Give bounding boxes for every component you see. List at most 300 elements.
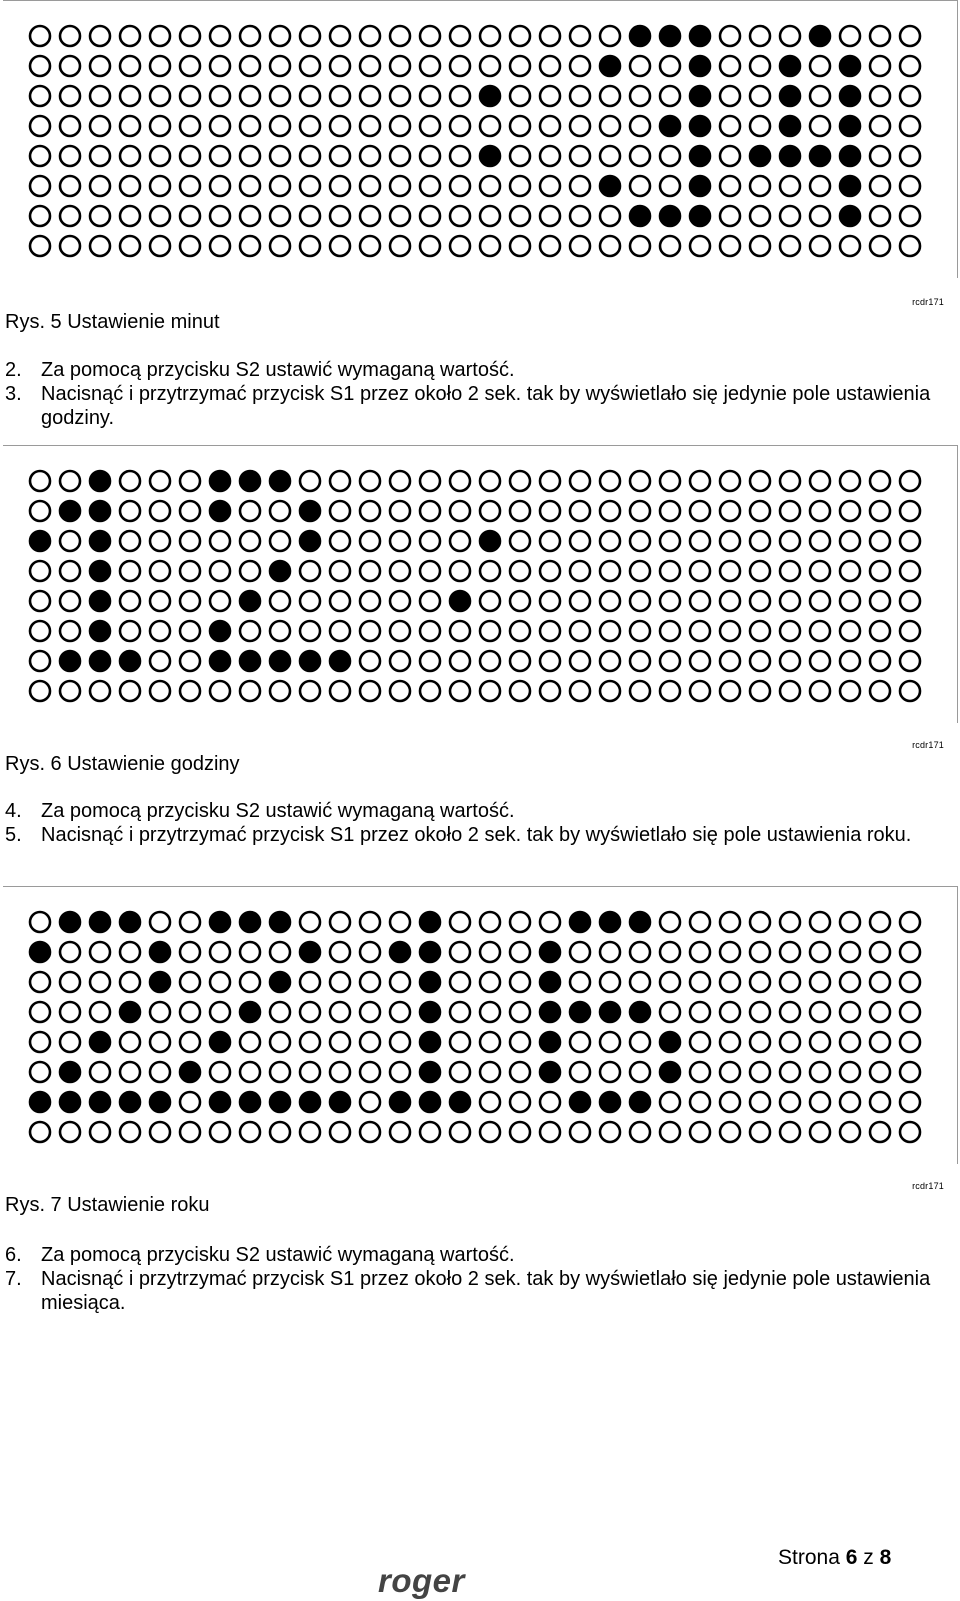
led-dot-off [540, 176, 560, 196]
step-number: 3. [5, 383, 22, 405]
led-dot-off [300, 1122, 320, 1142]
led-dot-off [210, 56, 230, 76]
page-total: 8 [879, 1546, 892, 1569]
led-dot-off [60, 146, 80, 166]
led-dot-off [30, 591, 50, 611]
led-dot-off [180, 1032, 200, 1052]
led-dot-on [60, 651, 80, 671]
led-dot-off [360, 531, 380, 551]
led-dot-on [270, 1092, 290, 1112]
led-dot-off [840, 681, 860, 701]
led-dot-off [360, 1092, 380, 1112]
led-dot-off [420, 86, 440, 106]
led-dot-off [750, 86, 770, 106]
led-dot-off [750, 1092, 770, 1112]
led-dot-off [210, 1122, 230, 1142]
led-dot-off [780, 26, 800, 46]
led-dot-off [300, 236, 320, 256]
led-dot-off [30, 146, 50, 166]
led-dot-on [840, 176, 860, 196]
led-dot-off [540, 26, 560, 46]
led-dot-off [390, 591, 410, 611]
led-dot-off [480, 942, 500, 962]
led-dot-off [330, 26, 350, 46]
led-dot-off [900, 531, 920, 551]
led-dot-off [180, 561, 200, 581]
led-dot-on [210, 651, 230, 671]
led-dot-off [840, 1002, 860, 1022]
led-dot-off [630, 56, 650, 76]
figure-6-matrix [3, 445, 958, 723]
led-dot-off [660, 86, 680, 106]
led-dot-off [390, 1002, 410, 1022]
led-dot-off [360, 942, 380, 962]
page-prefix: Strona [778, 1546, 840, 1569]
led-dot-off [570, 26, 590, 46]
step-number: 4. [5, 800, 22, 822]
led-dot-off [540, 206, 560, 226]
led-dot-on [690, 86, 710, 106]
led-dot-off [570, 531, 590, 551]
led-dot-off [600, 26, 620, 46]
led-dot-off [270, 942, 290, 962]
led-dot-off [210, 146, 230, 166]
led-dot-off [540, 501, 560, 521]
led-dot-on [600, 1092, 620, 1112]
led-dot-off [570, 116, 590, 136]
led-dot-off [900, 146, 920, 166]
led-dot-off [330, 942, 350, 962]
led-dot-on [780, 116, 800, 136]
led-dot-off [720, 912, 740, 932]
led-dot-on [120, 1092, 140, 1112]
led-dot-on [120, 1002, 140, 1022]
led-dot-off [780, 972, 800, 992]
led-dot-off [630, 471, 650, 491]
led-dot-off [660, 942, 680, 962]
led-dot-off [510, 591, 530, 611]
steps-list [0, 799, 940, 847]
led-dot-off [390, 531, 410, 551]
led-dot-off [720, 531, 740, 551]
led-dot-off [450, 531, 470, 551]
led-dot-on [690, 116, 710, 136]
led-dot-off [240, 26, 260, 46]
led-dot-off [510, 1092, 530, 1112]
led-dot-off [480, 1092, 500, 1112]
led-dot-off [630, 681, 650, 701]
led-dot-off [120, 116, 140, 136]
led-dot-on [150, 972, 170, 992]
led-dot-off [180, 116, 200, 136]
led-dot-off [570, 236, 590, 256]
led-dot-off [60, 621, 80, 641]
led-dot-off [540, 1122, 560, 1142]
led-dot-on [270, 912, 290, 932]
led-dot-off [240, 86, 260, 106]
led-dot-off [210, 206, 230, 226]
led-dot-on [60, 912, 80, 932]
led-dot-off [660, 1002, 680, 1022]
led-dot-off [60, 1002, 80, 1022]
led-dot-off [120, 26, 140, 46]
led-dot-off [840, 972, 860, 992]
led-dot-off [210, 1062, 230, 1082]
led-dot-off [390, 56, 410, 76]
led-dot-off [360, 116, 380, 136]
led-dot-off [240, 621, 260, 641]
led-dot-off [900, 501, 920, 521]
led-dot-off [90, 26, 110, 46]
step-text: Za pomocą przycisku S2 ustawić wymaganą wartość. [41, 800, 515, 822]
led-dot-on [600, 176, 620, 196]
led-dot-off [90, 1062, 110, 1082]
led-dot-on [690, 146, 710, 166]
led-dot-off [360, 56, 380, 76]
led-dot-off [180, 972, 200, 992]
led-dot-off [390, 146, 410, 166]
led-dot-on [660, 116, 680, 136]
led-dot-off [780, 621, 800, 641]
led-dot-off [870, 1002, 890, 1022]
led-dot-off [300, 561, 320, 581]
led-dot-off [780, 591, 800, 611]
led-dot-off [900, 86, 920, 106]
led-dot-off [870, 116, 890, 136]
led-dot-off [810, 1062, 830, 1082]
led-dot-off [780, 942, 800, 962]
led-dot-off [480, 1032, 500, 1052]
led-dot-off [30, 471, 50, 491]
led-dot-off [300, 972, 320, 992]
led-dot-on [90, 912, 110, 932]
led-dot-off [90, 86, 110, 106]
led-dot-off [240, 1032, 260, 1052]
led-dot-off [840, 26, 860, 46]
led-dot-off [210, 561, 230, 581]
led-dot-off [900, 1032, 920, 1052]
led-dot-off [780, 176, 800, 196]
led-dot-on [570, 1002, 590, 1022]
led-dot-off [570, 1122, 590, 1142]
led-dot-off [180, 681, 200, 701]
led-dot-off [630, 116, 650, 136]
led-dot-off [690, 561, 710, 581]
led-dot-on [450, 591, 470, 611]
steps-list [0, 1243, 940, 1315]
led-dot-off [510, 236, 530, 256]
led-dot-off [600, 146, 620, 166]
led-dot-off [840, 1032, 860, 1052]
led-dot-off [300, 1062, 320, 1082]
led-dot-off [360, 912, 380, 932]
led-dot-off [480, 681, 500, 701]
page-number [778, 1546, 891, 1570]
led-dot-on [540, 1062, 560, 1082]
led-dot-off [600, 972, 620, 992]
led-dot-off [540, 116, 560, 136]
led-dot-off [720, 1062, 740, 1082]
led-dot-off [180, 1092, 200, 1112]
led-dot-off [450, 501, 470, 521]
led-dot-off [750, 471, 770, 491]
led-dot-off [480, 176, 500, 196]
led-dot-off [240, 1122, 260, 1142]
led-dot-on [60, 1092, 80, 1112]
led-dot-off [780, 501, 800, 521]
led-dot-off [690, 1002, 710, 1022]
led-dot-off [750, 591, 770, 611]
led-dot-off [570, 561, 590, 581]
led-dot-off [360, 651, 380, 671]
led-dot-off [870, 176, 890, 196]
led-dot-on [300, 501, 320, 521]
led-dot-off [270, 116, 290, 136]
led-dot-off [270, 1122, 290, 1142]
led-dot-on [420, 1002, 440, 1022]
led-dot-off [810, 236, 830, 256]
led-dot-off [120, 146, 140, 166]
led-dot-off [540, 1092, 560, 1112]
led-dot-off [240, 116, 260, 136]
led-dot-off [690, 1062, 710, 1082]
led-dot-off [360, 972, 380, 992]
led-dot-off [390, 206, 410, 226]
led-dot-off [450, 1002, 470, 1022]
led-dot-off [540, 471, 560, 491]
led-dot-off [660, 501, 680, 521]
dot-matrix-display [3, 1, 958, 279]
led-dot-off [660, 621, 680, 641]
led-dot-off [270, 1032, 290, 1052]
led-dot-off [30, 236, 50, 256]
dot-matrix-display [3, 446, 958, 724]
figure-caption: Rys. 6 Ustawienie godziny [5, 753, 240, 775]
led-dot-off [570, 942, 590, 962]
led-dot-off [90, 942, 110, 962]
led-dot-off [300, 1032, 320, 1052]
led-dot-off [570, 972, 590, 992]
led-dot-off [780, 681, 800, 701]
led-dot-off [450, 561, 470, 581]
led-dot-off [150, 621, 170, 641]
led-dot-off [900, 236, 920, 256]
led-dot-off [270, 86, 290, 106]
led-dot-off [900, 912, 920, 932]
led-dot-off [330, 681, 350, 701]
led-dot-off [450, 56, 470, 76]
step-number: 5. [5, 824, 22, 846]
led-dot-off [180, 1002, 200, 1022]
led-dot-off [570, 501, 590, 521]
led-dot-off [570, 471, 590, 491]
led-dot-on [90, 621, 110, 641]
led-dot-off [630, 1032, 650, 1052]
led-dot-off [450, 681, 470, 701]
led-dot-on [150, 1092, 170, 1112]
led-dot-off [180, 912, 200, 932]
led-dot-on [690, 206, 710, 226]
led-dot-on [150, 942, 170, 962]
led-dot-off [840, 591, 860, 611]
led-dot-off [90, 1122, 110, 1142]
led-dot-off [420, 471, 440, 491]
led-dot-off [450, 236, 470, 256]
led-dot-off [30, 651, 50, 671]
led-dot-off [450, 116, 470, 136]
led-dot-off [240, 236, 260, 256]
led-dot-off [840, 1092, 860, 1112]
led-dot-off [120, 1122, 140, 1142]
led-dot-on [780, 56, 800, 76]
led-dot-off [750, 1002, 770, 1022]
led-dot-off [420, 176, 440, 196]
led-dot-off [180, 206, 200, 226]
led-dot-off [750, 56, 770, 76]
led-dot-off [450, 26, 470, 46]
led-dot-off [450, 972, 470, 992]
led-dot-off [510, 116, 530, 136]
led-dot-off [270, 146, 290, 166]
led-dot-off [90, 236, 110, 256]
led-dot-on [600, 912, 620, 932]
led-dot-off [720, 26, 740, 46]
led-dot-off [180, 591, 200, 611]
led-dot-off [810, 1032, 830, 1052]
led-dot-off [810, 56, 830, 76]
led-dot-off [450, 146, 470, 166]
led-dot-off [120, 471, 140, 491]
led-dot-off [540, 561, 560, 581]
led-dot-off [810, 972, 830, 992]
led-dot-off [720, 942, 740, 962]
led-dot-off [540, 681, 560, 701]
led-dot-off [900, 26, 920, 46]
led-dot-off [390, 236, 410, 256]
led-dot-off [540, 651, 560, 671]
led-dot-off [180, 942, 200, 962]
led-dot-off [180, 501, 200, 521]
led-dot-off [840, 471, 860, 491]
led-dot-off [120, 1062, 140, 1082]
led-dot-off [60, 1032, 80, 1052]
led-dot-off [420, 236, 440, 256]
led-dot-on [690, 56, 710, 76]
led-dot-off [690, 651, 710, 671]
led-dot-off [870, 501, 890, 521]
led-dot-off [750, 681, 770, 701]
led-dot-off [270, 236, 290, 256]
led-dot-on [780, 86, 800, 106]
led-dot-off [120, 591, 140, 611]
led-dot-off [810, 1122, 830, 1142]
led-dot-off [540, 591, 560, 611]
led-dot-on [630, 1092, 650, 1112]
led-dot-off [330, 531, 350, 551]
led-dot-off [900, 1062, 920, 1082]
led-dot-off [750, 206, 770, 226]
led-dot-off [480, 561, 500, 581]
led-dot-off [420, 1122, 440, 1142]
led-dot-off [360, 471, 380, 491]
led-dot-on [660, 1062, 680, 1082]
led-dot-off [150, 651, 170, 671]
led-dot-off [390, 116, 410, 136]
led-dot-off [900, 206, 920, 226]
led-dot-on [90, 561, 110, 581]
led-dot-on [450, 1092, 470, 1112]
led-dot-off [600, 1122, 620, 1142]
led-dot-off [150, 1002, 170, 1022]
led-dot-off [300, 591, 320, 611]
led-dot-on [240, 1002, 260, 1022]
led-dot-on [90, 1032, 110, 1052]
led-dot-on [660, 26, 680, 46]
led-dot-off [360, 561, 380, 581]
led-dot-off [300, 176, 320, 196]
led-dot-off [30, 621, 50, 641]
step-text: Za pomocą przycisku S2 ustawić wymaganą wartość. [41, 1244, 515, 1266]
led-dot-on [270, 471, 290, 491]
list-item [0, 799, 940, 823]
led-dot-off [480, 116, 500, 136]
led-dot-off [600, 942, 620, 962]
list-item [0, 358, 940, 382]
led-dot-off [480, 651, 500, 671]
led-dot-off [660, 591, 680, 611]
led-dot-off [570, 1032, 590, 1052]
led-dot-on [120, 651, 140, 671]
led-dot-off [90, 681, 110, 701]
led-dot-off [120, 176, 140, 196]
led-dot-off [750, 501, 770, 521]
led-dot-on [300, 1092, 320, 1112]
led-dot-off [300, 26, 320, 46]
led-dot-off [660, 176, 680, 196]
led-dot-off [750, 176, 770, 196]
led-dot-off [780, 1032, 800, 1052]
led-dot-off [870, 621, 890, 641]
led-dot-off [600, 236, 620, 256]
led-dot-off [750, 531, 770, 551]
led-dot-off [150, 471, 170, 491]
led-dot-off [300, 146, 320, 166]
led-dot-off [360, 1062, 380, 1082]
led-dot-off [810, 561, 830, 581]
led-dot-off [720, 1032, 740, 1052]
led-dot-off [450, 86, 470, 106]
led-dot-off [690, 681, 710, 701]
led-dot-off [480, 591, 500, 611]
led-dot-off [150, 236, 170, 256]
led-dot-on [90, 591, 110, 611]
led-dot-off [810, 1002, 830, 1022]
led-dot-off [510, 561, 530, 581]
step-text: Za pomocą przycisku S2 ustawić wymaganą wartość. [41, 359, 515, 381]
led-dot-off [240, 681, 260, 701]
step-text: Nacisnąć i przytrzymać przycisk S1 przez około 2 sek. tak by wyświetlało się jedynie pole ustawienia godziny. [41, 383, 931, 429]
led-dot-off [420, 591, 440, 611]
led-dot-off [810, 621, 830, 641]
led-dot-off [330, 56, 350, 76]
led-dot-off [540, 146, 560, 166]
led-dot-off [360, 1002, 380, 1022]
led-dot-off [480, 501, 500, 521]
led-dot-off [630, 621, 650, 641]
led-dot-on [270, 561, 290, 581]
led-dot-off [390, 1062, 410, 1082]
led-dot-off [510, 531, 530, 551]
